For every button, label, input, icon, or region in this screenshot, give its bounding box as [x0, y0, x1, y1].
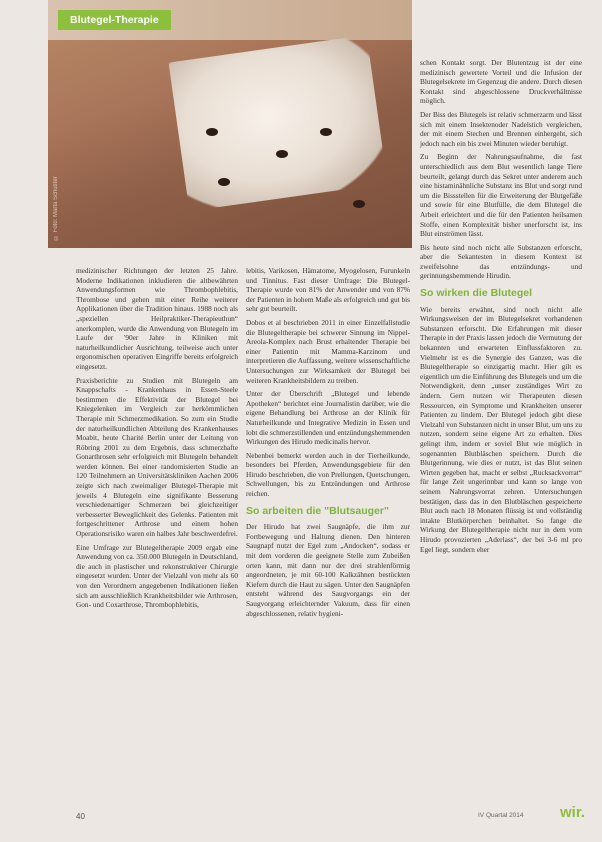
leech-therapy-photo [48, 0, 412, 248]
paragraph: schen Kontakt sorgt. Der Blutentzug ist der eine medizinisch gewertete Vorteil und die Infusion der Blutegelsekrete im Gegenzug die andere. Durch diesen Kontakt sind abgeschlossene Druckverhältnisse möglich. [420, 58, 582, 106]
paragraph: Eine Umfrage zur Blutegeltherapie 2009 ergab eine Anwendung von ca. 350.000 Blutegeln in Deutschland, die auch in plastischer und rekonstruktiver Chirurgie eingesetzt wurden. Unter der Vielzahl von mehr als 60 von den Verordnern angegebenen Indikationen ließen sich am ausschließlich Krankheitsbilder wie Arthrosen, Gon- und Coxarthrose, Thrombophlebitis, [76, 542, 238, 610]
leech-5 [320, 128, 332, 136]
gloved-hand [169, 35, 388, 211]
leech-3 [218, 178, 230, 186]
paragraph: Unter der Überschrift „Blutegel und lebende Apotheken“ berichtet eine Journalistin darüber, wie die eigene Behandlung bei Arthrose an der Klinik für Naturheilkunde und Integrative Medizin in Essen und lobt die schmerzstillenden und entzündungshemmenden Wirkungen des Hirudo medicinalis hervor. [246, 389, 410, 447]
leech-1 [206, 128, 218, 136]
paragraph: Wie bereits erwähnt, sind noch nicht alle Wirkungsweisen der im Blutegelsekret vorhandenen Substanzen erforscht. Die Erfahrungen mit dieser Therapie in der Praxis lassen jedoch die Vermutung der bekannten und erwarteten Einflussfaktoren zu. Vielmehr ist es die Synergie des Ganzen, was die Blutegeltherapie so einzigartig macht. Hier gilt es eigentlich um die Einführung des Blutegels und um die Notwendigkeit, denn „unser zuständiges Wirt zu ändern. Gern nutzen wir Therapeuten diesen Ressourcen, ein Symptome und Krankheiten unserer Patienten zu lindern. Der Blutegel jedoch gibt diese Vielzahl von Substanzen nicht in unser Blut, um uns zu nutzen, sondern seine eigene Art zu erhalten. Dies gelingt ihm, indem er soviel Blut wie möglich in sogenannten Blutbläschen speichern. Durch die Blutgerinnung, wie dies er nutzt, ist das Blut seinen Wirten gegeben hat, macht er selbst „Rucksackvorrat“ für lange Zeit ungerinnbar und kann so lange von seinem Nahrungsvorrat zehren. Untersuchungen bestätigen, dass das in den Blutbläschen gespeicherte Blut auch nach 18 Monaten flüssig ist und vollständig intakte Blutkörperchen beinhaltet. So fange die Wirkung der Blutegeltherapie nicht nur in dem vom Hirudo provozierten „Aderlass“, der bei 3-6 ml pro Egel liegt, sondern eher [420, 304, 582, 554]
subheading-wirkung: So wirken die Blutegel [420, 287, 533, 300]
photo-credit: © Foto: Marta Schuster [53, 176, 59, 240]
paragraph: Zu Beginn der Nahrungsaufnahme, die fast unterschiedlich aus dem Blut wesentlich lange Tiere beurteilt, gelangt durch das Sekret unter anderem auch eine histaminähnliche Substanz ins Blut und sorgt rund um die Bissstellen für die Erweiterung der Blutgefäße und sowie für eine Blutfülle, die dem Blutegel die Arbeit erleichtert und die für den Patienten heilsamen Stoffe, einen Komplexität bisher unerforscht ist, ins Blut einströmen lässt. [420, 152, 582, 239]
leech-4 [353, 200, 365, 208]
paragraph: Der Hirudo hat zwei Saugnäpfe, die ihm zur Fortbewegung und Haltung dienen. Den hinteren Saugnapf nutzt der Egel zum „Andocken“, sodass er mit dem vorderen die geeignete Stelle zum Zubeißen orten kann, mit dann nur der drei strahlenförmig angeordneten, je mit 60-100 Kalkzähnen bestückten Kiefern durch die Haut zu sägen. Unter den Saugnäpfen entsteht während des Saugvorgangs ein der Saugvorgang erleichternder Vakuum, dass für einen abgeschlossenen, relativ hygieni- [246, 522, 410, 618]
text-column-2 [246, 266, 410, 622]
leech-2 [276, 150, 288, 158]
issue-label: IV Quartal 2014 [478, 812, 524, 819]
magazine-logo: wir. [560, 804, 586, 821]
section-label: Blutegel-Therapie [58, 10, 171, 30]
paragraph: Der Biss des Blutegels ist relativ schmerzarm und lässt sich mit einem Insektenoder Nadelstich vergleichen, der mit einem Stechen und Brennen einhergeht, sich jedoch nach ein bis zwei Minuten wieder beruhigt. [420, 109, 582, 148]
text-column-3 [420, 58, 582, 558]
paragraph: medizinischer Richtungen der letzten 25 Jahre. Moderne Indikationen inkludieren die altbewährten Anwendungsformen wie Thrombophlebitis, Thrombose und gehen mit einer Reihe weiterer Applikationen über die Tradition hinaus. 1988 noch als „speziellen Heilpraktiker-Therapieuthun“ anerkomplen, wurde die Anwendung von Blutegeln im Laufe der '90er Jahre in Kliniken mit naturheilkundlicher Ausrichtung, teilweise auch unter ergonomischen operativen Eingriffe bereits erfolgreich eingesetzt. [76, 266, 238, 371]
subheading-blutsauger: So arbeiten die "Blutsauger" [246, 504, 389, 517]
paragraph: Praxisberichte zu Studien mit Blutegeln am Knappschafts - Krankenhaus in Essen-Steele bestimmen die Effektivität der Blutegel bei Kniegelenken im Vergleich zur herkömmlichen Therapie mit Schmerzmedikation. So zum ein Studie der naturheilkundlichen Abteilung des Krankenhauses Moabit, heute Charité Berlin unter der Leitung von Röbring 2001 zu dem Ergebnis, dass schmerzhafte Gonarthrosen sehr erfolgreich mit Blutegeln behandelt werden können. Bei einer randomisierten Studie an 120 Teilnehmern an Universitätskliniken Aachen 2006 zeigte sich nach zweimaliger Blutegel-Therapie mit jeweils 4 Blutegeln eine signifikante Besserung verschiedenartiger Schmerzen bei gleichzeitiger verbesserter Beweglichkeit des Gelenks. Patienten mit fortgeschrittener Arthrose und einem hohen Operationsrisiko waren ein halbes Jahr beschwerdefrei. [76, 375, 238, 539]
paragraph: Bis heute sind noch nicht alle Substanzen erforscht, aber die Sekantesten in diesem Kontext ist zweifelsohne das entzündungs- und gerinnungshemmende Hirudin. [420, 242, 582, 281]
paragraph: lebitis, Varikosen, Hämatome, Myogelosen, Furunkeln und Tinnitus. Fast dieser Umfrage: Die Blutegel-Therapie wurde von 81% der Anwender und von 87% der Patienten in hohem Maße als erfolgreich und gut bis sehr gut beurteilt. [246, 266, 410, 314]
text-column-1 [76, 266, 238, 614]
paragraph: Nebenbei bemerkt werden auch in der Tierheilkunde, besonders bei Pferden, Anwendungsgebiete für den Hirudo beschrieben, die von Prellungen, Quetschungen, Schwellungen, bis zu Entzündungen und Arthrose reichen. [246, 450, 410, 499]
page-number: 40 [76, 812, 85, 821]
paragraph: Dobos et al beschrieben 2011 in einer Einzelfallstudie die Blutegeltherapie bei schwerer Sinnung im Nippel-Areola-Komplex nach Brust erhaltender Therapie bei einer Patientin mit Mamma-Karzinom und interpretieren die Auffassung, weitere wissenschaftliche Untersuchungen zur Wirksamkeit der Blutegel bei weiteren Krankheitsbildern zu treiben. [246, 317, 410, 385]
